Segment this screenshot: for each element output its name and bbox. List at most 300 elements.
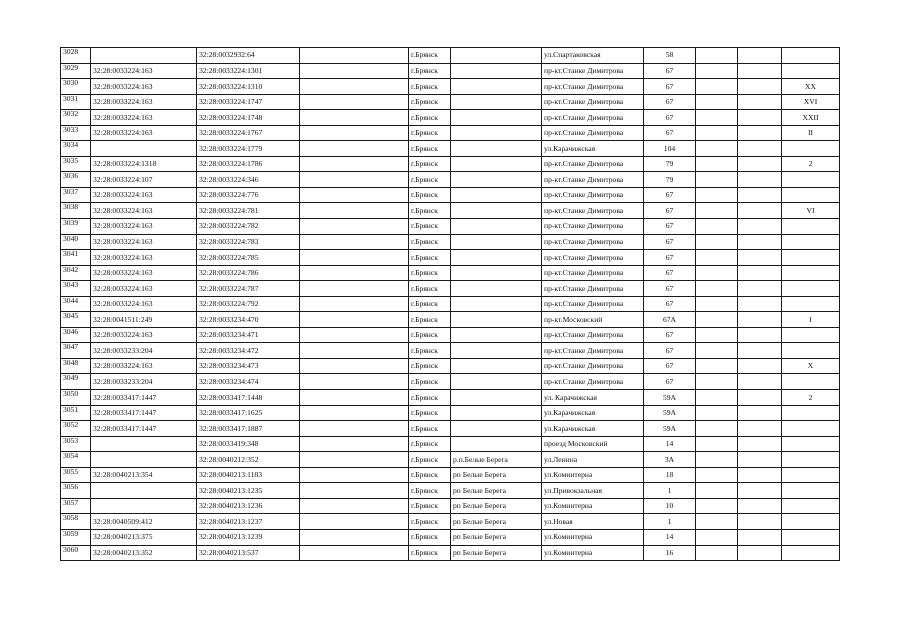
row-number-cell: 3036 bbox=[61, 172, 91, 188]
empty-cell bbox=[696, 281, 738, 297]
settlement-cell bbox=[451, 63, 542, 79]
row-number-cell: 3055 bbox=[61, 467, 91, 483]
street-cell: ул.Коминтерна bbox=[542, 545, 644, 561]
premises-number-cell bbox=[782, 405, 840, 421]
empty-cell bbox=[696, 374, 738, 390]
empty-cell bbox=[300, 390, 409, 406]
row-number-cell: 3053 bbox=[61, 436, 91, 452]
parent-cadastral-number-cell: 32:28:0040213:352 bbox=[91, 545, 197, 561]
parent-cadastral-number-cell: 32:28:0033224:163 bbox=[91, 79, 197, 95]
city-cell: г.Брянск bbox=[409, 48, 451, 64]
empty-cell bbox=[696, 172, 738, 188]
street-cell: ул.Новая bbox=[542, 514, 644, 530]
premises-number-cell bbox=[782, 483, 840, 499]
house-number-cell: 67 bbox=[644, 281, 696, 297]
house-number-cell: 1 bbox=[644, 514, 696, 530]
settlement-cell bbox=[451, 187, 542, 203]
settlement-cell bbox=[451, 110, 542, 126]
empty-cell bbox=[696, 296, 738, 312]
settlement-cell bbox=[451, 219, 542, 235]
parent-cadastral-number-cell: 32:28:0033224:163 bbox=[91, 358, 197, 374]
cadastral-number-cell: 32:28:0040213:1183 bbox=[197, 467, 300, 483]
empty-cell bbox=[738, 48, 782, 64]
empty-cell bbox=[738, 405, 782, 421]
table-row bbox=[61, 79, 840, 95]
cadastral-number-cell: 32:28:0033224:783 bbox=[197, 234, 300, 250]
premises-number-cell bbox=[782, 452, 840, 468]
empty-cell bbox=[696, 187, 738, 203]
empty-cell bbox=[300, 498, 409, 514]
empty-cell bbox=[738, 296, 782, 312]
empty-cell bbox=[696, 125, 738, 141]
street-cell: пр-кт.Станке Димитрова bbox=[542, 63, 644, 79]
cadastral-number-cell: 32:28:0033224:787 bbox=[197, 281, 300, 297]
cadastral-number-cell: 32:28:0033224:1747 bbox=[197, 94, 300, 110]
empty-cell bbox=[300, 358, 409, 374]
street-cell: пр-кт.Станке Димитрова bbox=[542, 156, 644, 172]
city-cell: г.Брянск bbox=[409, 545, 451, 561]
city-cell: г.Брянск bbox=[409, 390, 451, 406]
city-cell: г.Брянск bbox=[409, 452, 451, 468]
row-number-cell: 3051 bbox=[61, 405, 91, 421]
city-cell: г.Брянск bbox=[409, 265, 451, 281]
table-row bbox=[61, 250, 840, 266]
settlement-cell bbox=[451, 296, 542, 312]
house-number-cell: 18 bbox=[644, 467, 696, 483]
settlement-cell bbox=[451, 125, 542, 141]
street-cell: ул. Карачижская bbox=[542, 390, 644, 406]
house-number-cell: 67 bbox=[644, 203, 696, 219]
empty-cell bbox=[696, 421, 738, 437]
house-number-cell: 67 bbox=[644, 110, 696, 126]
empty-cell bbox=[300, 48, 409, 64]
street-cell: пр-кт.Московский bbox=[542, 312, 644, 328]
empty-cell bbox=[696, 467, 738, 483]
table-row bbox=[61, 483, 840, 499]
premises-number-cell: XVI bbox=[782, 94, 840, 110]
parent-cadastral-number-cell: 32:28:0033417:1447 bbox=[91, 421, 197, 437]
cadastral-number-cell: 32:28:0033224:1301 bbox=[197, 63, 300, 79]
empty-cell bbox=[300, 327, 409, 343]
settlement-cell bbox=[451, 250, 542, 266]
cadastral-number-cell: 32:28:0033419:348 bbox=[197, 436, 300, 452]
city-cell: г.Брянск bbox=[409, 327, 451, 343]
city-cell: г.Брянск bbox=[409, 141, 451, 157]
empty-cell bbox=[738, 94, 782, 110]
premises-number-cell: 2 bbox=[782, 156, 840, 172]
cadastral-number-cell: 32:28:0033234:471 bbox=[197, 327, 300, 343]
house-number-cell: 79 bbox=[644, 156, 696, 172]
city-cell: г.Брянск bbox=[409, 343, 451, 359]
parent-cadastral-number-cell: 32:28:0040509:412 bbox=[91, 514, 197, 530]
settlement-cell bbox=[451, 141, 542, 157]
settlement-cell bbox=[451, 234, 542, 250]
empty-cell bbox=[738, 421, 782, 437]
house-number-cell: 59А bbox=[644, 390, 696, 406]
settlement-cell: рп Белые Берега bbox=[451, 514, 542, 530]
parent-cadastral-number-cell bbox=[91, 483, 197, 499]
house-number-cell: 67 bbox=[644, 234, 696, 250]
house-number-cell: 67 bbox=[644, 250, 696, 266]
house-number-cell: 67 bbox=[644, 358, 696, 374]
street-cell: пр-кт.Станке Димитрова bbox=[542, 250, 644, 266]
parent-cadastral-number-cell: 32:28:0040213:375 bbox=[91, 529, 197, 545]
street-cell: пр-кт.Станке Димитрова bbox=[542, 265, 644, 281]
settlement-cell bbox=[451, 358, 542, 374]
table-row bbox=[61, 94, 840, 110]
house-number-cell: 10 bbox=[644, 498, 696, 514]
premises-number-cell: 2 bbox=[782, 390, 840, 406]
parent-cadastral-number-cell: 32:28:0033224:163 bbox=[91, 265, 197, 281]
table-row bbox=[61, 405, 840, 421]
row-number-cell: 3059 bbox=[61, 529, 91, 545]
table-row bbox=[61, 281, 840, 297]
empty-cell bbox=[300, 79, 409, 95]
parent-cadastral-number-cell: 32:28:0040213:354 bbox=[91, 467, 197, 483]
cadastral-number-cell: 32:28:0033224:781 bbox=[197, 203, 300, 219]
empty-cell bbox=[738, 327, 782, 343]
row-number-cell: 3046 bbox=[61, 327, 91, 343]
cadastral-number-cell: 32:28:0033224:776 bbox=[197, 187, 300, 203]
table-row bbox=[61, 172, 840, 188]
empty-cell bbox=[696, 483, 738, 499]
city-cell: г.Брянск bbox=[409, 421, 451, 437]
city-cell: г.Брянск bbox=[409, 312, 451, 328]
row-number-cell: 3047 bbox=[61, 343, 91, 359]
table-row bbox=[61, 436, 840, 452]
empty-cell bbox=[300, 172, 409, 188]
cadastral-number-cell: 32:28:0033417:1448 bbox=[197, 390, 300, 406]
parent-cadastral-number-cell: 32:28:0033224:1318 bbox=[91, 156, 197, 172]
settlement-cell: р.п.Белые Берега bbox=[451, 452, 542, 468]
empty-cell bbox=[300, 250, 409, 266]
empty-cell bbox=[738, 281, 782, 297]
row-number-cell: 3052 bbox=[61, 421, 91, 437]
empty-cell bbox=[300, 483, 409, 499]
cadastral-number-cell: 32:28:0033224:782 bbox=[197, 219, 300, 235]
row-number-cell: 3038 bbox=[61, 203, 91, 219]
empty-cell bbox=[738, 110, 782, 126]
empty-cell bbox=[300, 467, 409, 483]
street-cell: пр-кт.Станке Димитрова bbox=[542, 203, 644, 219]
property-register-table bbox=[60, 47, 840, 561]
settlement-cell bbox=[451, 405, 542, 421]
cadastral-number-cell: 32:28:0033224:792 bbox=[197, 296, 300, 312]
city-cell: г.Брянск bbox=[409, 219, 451, 235]
city-cell: г.Брянск bbox=[409, 156, 451, 172]
city-cell: г.Брянск bbox=[409, 374, 451, 390]
premises-number-cell bbox=[782, 141, 840, 157]
settlement-cell bbox=[451, 79, 542, 95]
city-cell: г.Брянск bbox=[409, 79, 451, 95]
city-cell: г.Брянск bbox=[409, 94, 451, 110]
empty-cell bbox=[696, 203, 738, 219]
row-number-cell: 3028 bbox=[61, 48, 91, 64]
empty-cell bbox=[300, 421, 409, 437]
cadastral-number-cell: 32:28:0033224:1767 bbox=[197, 125, 300, 141]
empty-cell bbox=[738, 312, 782, 328]
parent-cadastral-number-cell: 32:28:0033417:1447 bbox=[91, 405, 197, 421]
street-cell: ул.Привокзальная bbox=[542, 483, 644, 499]
city-cell: г.Брянск bbox=[409, 296, 451, 312]
empty-cell bbox=[696, 265, 738, 281]
table-row bbox=[61, 48, 840, 64]
table-row bbox=[61, 390, 840, 406]
parent-cadastral-number-cell: 32:28:0033224:163 bbox=[91, 281, 197, 297]
parent-cadastral-number-cell: 32:28:0033224:163 bbox=[91, 250, 197, 266]
city-cell: г.Брянск bbox=[409, 405, 451, 421]
empty-cell bbox=[696, 514, 738, 530]
settlement-cell bbox=[451, 421, 542, 437]
row-number-cell: 3043 bbox=[61, 281, 91, 297]
empty-cell bbox=[300, 110, 409, 126]
city-cell: г.Брянск bbox=[409, 281, 451, 297]
cadastral-number-cell: 32:28:0033417:1887 bbox=[197, 421, 300, 437]
row-number-cell: 3042 bbox=[61, 265, 91, 281]
empty-cell bbox=[696, 94, 738, 110]
street-cell: ул.Коминтерна bbox=[542, 498, 644, 514]
table-row bbox=[61, 234, 840, 250]
cadastral-number-cell: 32:28:0033234:470 bbox=[197, 312, 300, 328]
premises-number-cell: X bbox=[782, 358, 840, 374]
premises-number-cell bbox=[782, 467, 840, 483]
street-cell: ул.Коминтерна bbox=[542, 467, 644, 483]
city-cell: г.Брянск bbox=[409, 172, 451, 188]
house-number-cell: 3А bbox=[644, 452, 696, 468]
settlement-cell: рп Белые Берега bbox=[451, 483, 542, 499]
empty-cell bbox=[738, 390, 782, 406]
house-number-cell: 67 bbox=[644, 63, 696, 79]
row-number-cell: 3056 bbox=[61, 483, 91, 499]
table-row bbox=[61, 514, 840, 530]
table-row bbox=[61, 187, 840, 203]
premises-number-cell bbox=[782, 187, 840, 203]
cadastral-number-cell: 32:28:0040212:352 bbox=[197, 452, 300, 468]
house-number-cell: 67 bbox=[644, 265, 696, 281]
parent-cadastral-number-cell: 32:28:0033233:204 bbox=[91, 374, 197, 390]
house-number-cell: 67А bbox=[644, 312, 696, 328]
empty-cell bbox=[738, 79, 782, 95]
parent-cadastral-number-cell: 32:28:0033224:107 bbox=[91, 172, 197, 188]
empty-cell bbox=[696, 327, 738, 343]
city-cell: г.Брянск bbox=[409, 436, 451, 452]
parent-cadastral-number-cell: 32:28:0033224:163 bbox=[91, 327, 197, 343]
parent-cadastral-number-cell bbox=[91, 48, 197, 64]
empty-cell bbox=[738, 498, 782, 514]
parent-cadastral-number-cell: 32:28:0033224:163 bbox=[91, 125, 197, 141]
row-number-cell: 3034 bbox=[61, 141, 91, 157]
street-cell: ул.Карачижская bbox=[542, 405, 644, 421]
empty-cell bbox=[300, 436, 409, 452]
empty-cell bbox=[300, 125, 409, 141]
empty-cell bbox=[300, 545, 409, 561]
settlement-cell bbox=[451, 94, 542, 110]
empty-cell bbox=[738, 63, 782, 79]
empty-cell bbox=[738, 250, 782, 266]
street-cell: пр-кт.Станке Димитрова bbox=[542, 219, 644, 235]
cadastral-number-cell: 32:28:0040213:1237 bbox=[197, 514, 300, 530]
empty-cell bbox=[696, 250, 738, 266]
street-cell: пр-кт.Станке Димитрова bbox=[542, 281, 644, 297]
settlement-cell bbox=[451, 203, 542, 219]
city-cell: г.Брянск bbox=[409, 187, 451, 203]
house-number-cell: 79 bbox=[644, 172, 696, 188]
premises-number-cell bbox=[782, 281, 840, 297]
parent-cadastral-number-cell: 32:28:0033224:163 bbox=[91, 187, 197, 203]
street-cell: ул.Карачижская bbox=[542, 141, 644, 157]
street-cell: ул.Спартаковская bbox=[542, 48, 644, 64]
premises-number-cell bbox=[782, 529, 840, 545]
empty-cell bbox=[738, 436, 782, 452]
empty-cell bbox=[696, 358, 738, 374]
empty-cell bbox=[696, 234, 738, 250]
premises-number-cell: VI bbox=[782, 203, 840, 219]
street-cell: пр-кт.Станке Димитрова bbox=[542, 79, 644, 95]
cadastral-number-cell: 32:28:0033224:785 bbox=[197, 250, 300, 266]
empty-cell bbox=[696, 498, 738, 514]
empty-cell bbox=[696, 156, 738, 172]
parent-cadastral-number-cell: 32:28:0033224:163 bbox=[91, 203, 197, 219]
empty-cell bbox=[300, 514, 409, 530]
empty-cell bbox=[738, 219, 782, 235]
empty-cell bbox=[300, 187, 409, 203]
city-cell: г.Брянск bbox=[409, 514, 451, 530]
table-row bbox=[61, 265, 840, 281]
empty-cell bbox=[738, 545, 782, 561]
street-cell: ул.Ленина bbox=[542, 452, 644, 468]
parent-cadastral-number-cell: 32:28:0033224:163 bbox=[91, 219, 197, 235]
empty-cell bbox=[696, 63, 738, 79]
empty-cell bbox=[738, 452, 782, 468]
empty-cell bbox=[696, 405, 738, 421]
table-body bbox=[61, 48, 840, 561]
settlement-cell bbox=[451, 172, 542, 188]
row-number-cell: 3058 bbox=[61, 514, 91, 530]
house-number-cell: 1 bbox=[644, 483, 696, 499]
empty-cell bbox=[738, 203, 782, 219]
street-cell: пр-кт.Станке Димитрова bbox=[542, 125, 644, 141]
empty-cell bbox=[300, 219, 409, 235]
table-row bbox=[61, 327, 840, 343]
empty-cell bbox=[300, 374, 409, 390]
empty-cell bbox=[300, 281, 409, 297]
empty-cell bbox=[696, 436, 738, 452]
parent-cadastral-number-cell: 32:28:0033224:163 bbox=[91, 63, 197, 79]
city-cell: г.Брянск bbox=[409, 467, 451, 483]
street-cell: пр-кт.Станке Димитрова bbox=[542, 234, 644, 250]
settlement-cell bbox=[451, 436, 542, 452]
city-cell: г.Брянск bbox=[409, 110, 451, 126]
empty-cell bbox=[738, 529, 782, 545]
house-number-cell: 67 bbox=[644, 125, 696, 141]
table-row bbox=[61, 219, 840, 235]
cadastral-number-cell: 32:28:0033234:474 bbox=[197, 374, 300, 390]
settlement-cell bbox=[451, 281, 542, 297]
premises-number-cell bbox=[782, 48, 840, 64]
empty-cell bbox=[696, 312, 738, 328]
premises-number-cell bbox=[782, 250, 840, 266]
premises-number-cell bbox=[782, 421, 840, 437]
empty-cell bbox=[300, 312, 409, 328]
empty-cell bbox=[696, 48, 738, 64]
empty-cell bbox=[696, 79, 738, 95]
house-number-cell: 14 bbox=[644, 529, 696, 545]
empty-cell bbox=[696, 545, 738, 561]
empty-cell bbox=[300, 94, 409, 110]
table-row bbox=[61, 358, 840, 374]
row-number-cell: 3044 bbox=[61, 296, 91, 312]
street-cell: пр-кт.Станке Димитрова bbox=[542, 374, 644, 390]
house-number-cell: 14 bbox=[644, 436, 696, 452]
row-number-cell: 3029 bbox=[61, 63, 91, 79]
parent-cadastral-number-cell bbox=[91, 141, 197, 157]
empty-cell bbox=[738, 156, 782, 172]
table-row bbox=[61, 312, 840, 328]
settlement-cell bbox=[451, 265, 542, 281]
house-number-cell: 16 bbox=[644, 545, 696, 561]
table-row bbox=[61, 467, 840, 483]
row-number-cell: 3030 bbox=[61, 79, 91, 95]
premises-number-cell bbox=[782, 265, 840, 281]
cadastral-number-cell: 32:28:0033224:1786 bbox=[197, 156, 300, 172]
premises-number-cell bbox=[782, 296, 840, 312]
empty-cell bbox=[696, 141, 738, 157]
settlement-cell bbox=[451, 327, 542, 343]
row-number-cell: 3031 bbox=[61, 94, 91, 110]
house-number-cell: 59А bbox=[644, 421, 696, 437]
city-cell: г.Брянск bbox=[409, 125, 451, 141]
empty-cell bbox=[300, 265, 409, 281]
cadastral-number-cell: 32:28:0040213:1236 bbox=[197, 498, 300, 514]
parent-cadastral-number-cell: 32:28:0033224:163 bbox=[91, 296, 197, 312]
table-row bbox=[61, 141, 840, 157]
street-cell: пр-кт.Станке Димитрова bbox=[542, 327, 644, 343]
table-row bbox=[61, 452, 840, 468]
row-number-cell: 3032 bbox=[61, 110, 91, 126]
parent-cadastral-number-cell: 32:28:0033224:163 bbox=[91, 94, 197, 110]
row-number-cell: 3045 bbox=[61, 312, 91, 328]
row-number-cell: 3033 bbox=[61, 125, 91, 141]
empty-cell bbox=[300, 156, 409, 172]
premises-number-cell bbox=[782, 172, 840, 188]
city-cell: г.Брянск bbox=[409, 483, 451, 499]
empty-cell bbox=[696, 219, 738, 235]
premises-number-cell bbox=[782, 436, 840, 452]
table-row bbox=[61, 156, 840, 172]
empty-cell bbox=[738, 172, 782, 188]
settlement-cell: рп Белые Берега bbox=[451, 545, 542, 561]
empty-cell bbox=[738, 467, 782, 483]
empty-cell bbox=[738, 141, 782, 157]
house-number-cell: 67 bbox=[644, 187, 696, 203]
empty-cell bbox=[738, 483, 782, 499]
table-row bbox=[61, 343, 840, 359]
house-number-cell: 67 bbox=[644, 327, 696, 343]
empty-cell bbox=[300, 296, 409, 312]
row-number-cell: 3054 bbox=[61, 452, 91, 468]
cadastral-number-cell: 32:28:0032932:64 bbox=[197, 48, 300, 64]
settlement-cell bbox=[451, 312, 542, 328]
premises-number-cell bbox=[782, 498, 840, 514]
row-number-cell: 3060 bbox=[61, 545, 91, 561]
house-number-cell: 59А bbox=[644, 405, 696, 421]
parent-cadastral-number-cell bbox=[91, 436, 197, 452]
parent-cadastral-number-cell: 32:28:0041511:249 bbox=[91, 312, 197, 328]
cadastral-number-cell: 32:28:0040213:537 bbox=[197, 545, 300, 561]
empty-cell bbox=[300, 405, 409, 421]
street-cell: пр-кт.Станке Димитрова bbox=[542, 296, 644, 312]
settlement-cell bbox=[451, 156, 542, 172]
